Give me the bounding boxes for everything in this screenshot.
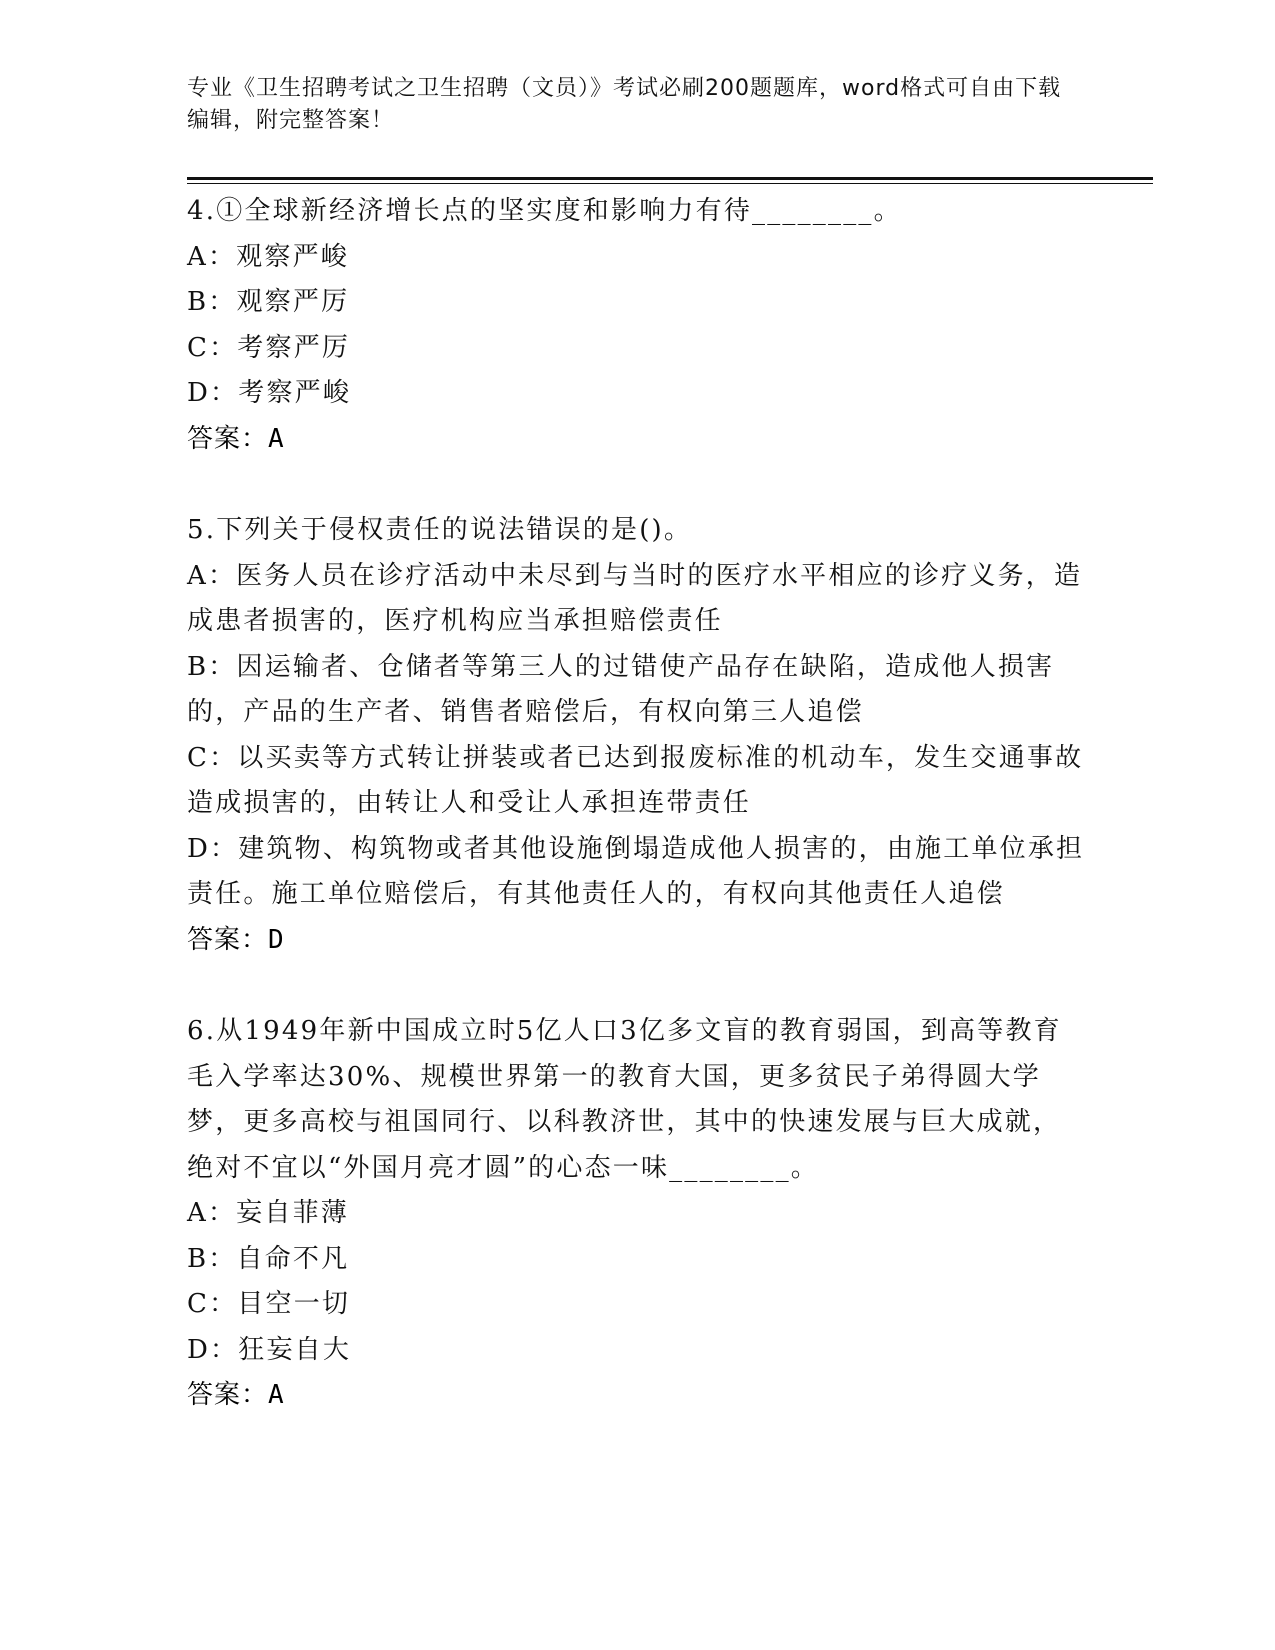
option-b: B：观察严厉 [187,287,350,317]
answer-label: 答案： [187,423,269,454]
answer-line [187,1373,1087,1419]
question-stem: 5.下列关于侵权责任的说法错误的是()。 [187,515,693,545]
option-a: A：医务人员在诊疗活动中未尽到与当时的医疗水平相应的诊疗义务，造成患者损害的，医疗机构应当承担赔偿责任 [187,560,1083,636]
answer-value: A [268,1380,285,1410]
option-b: B：因运输者、仓储者等第三人的过错使产品存在缺陷，造成他人损害的，产品的生产者、销售者赔偿后，有权向第三人追偿 [187,651,1055,727]
answer-label: 答案： [187,924,269,955]
header-divider-thin [187,183,1153,184]
option-a: A：妄自菲薄 [187,1198,349,1228]
option-c: C：目空一切 [187,1289,351,1319]
document-header: 专业《卫生招聘考试之卫生招聘（文员）》考试必刷200题题库，word格式可自由下载编辑，附完整答案！ [187,76,1062,133]
answer-line [187,417,1087,463]
answer-value: D [268,924,285,955]
answer-value: A [268,423,285,454]
question-stem: 4.①全球新经济增长点的坚实度和影响力有待________。 [187,196,902,226]
question-4 [187,189,1087,462]
answer-line [187,918,1087,964]
question-6 [187,1009,1087,1419]
option-a: A：观察严峻 [187,241,349,272]
answer-label: 答案： [187,1380,269,1410]
option-c: C：以买卖等方式转让拼装或者已达到报废标准的机动车，发生交通事故造成损害的，由转让人和受让人承担连带责任 [187,742,1084,818]
option-d: D：建筑物、构筑物或者其他设施倒塌造成他人损害的，由施工单位承担责任。施工单位赔偿后，有其他责任人的，有权向其他责任人追偿 [187,833,1085,909]
option-d: D：狂妄自大 [187,1334,352,1365]
question-list [187,189,1087,1465]
option-d: D：考察严峻 [187,378,352,408]
header-divider-thick [187,177,1153,180]
option-c: C：考察严厉 [187,332,351,363]
question-stem: 6.从1949年新中国成立时5亿人口3亿多文盲的教育弱国，到高等教育毛入学率达30%、规模世界第一的教育大国，更多贫民子弟得圆大学梦，更多高校与祖国同行、以科教济世，其中的快速发展与巨大成就，绝对不宜以“外国月亮才圆”的心态一味________。 [187,1016,1062,1183]
question-5 [187,508,1087,963]
option-b: B：自命不凡 [187,1243,350,1274]
